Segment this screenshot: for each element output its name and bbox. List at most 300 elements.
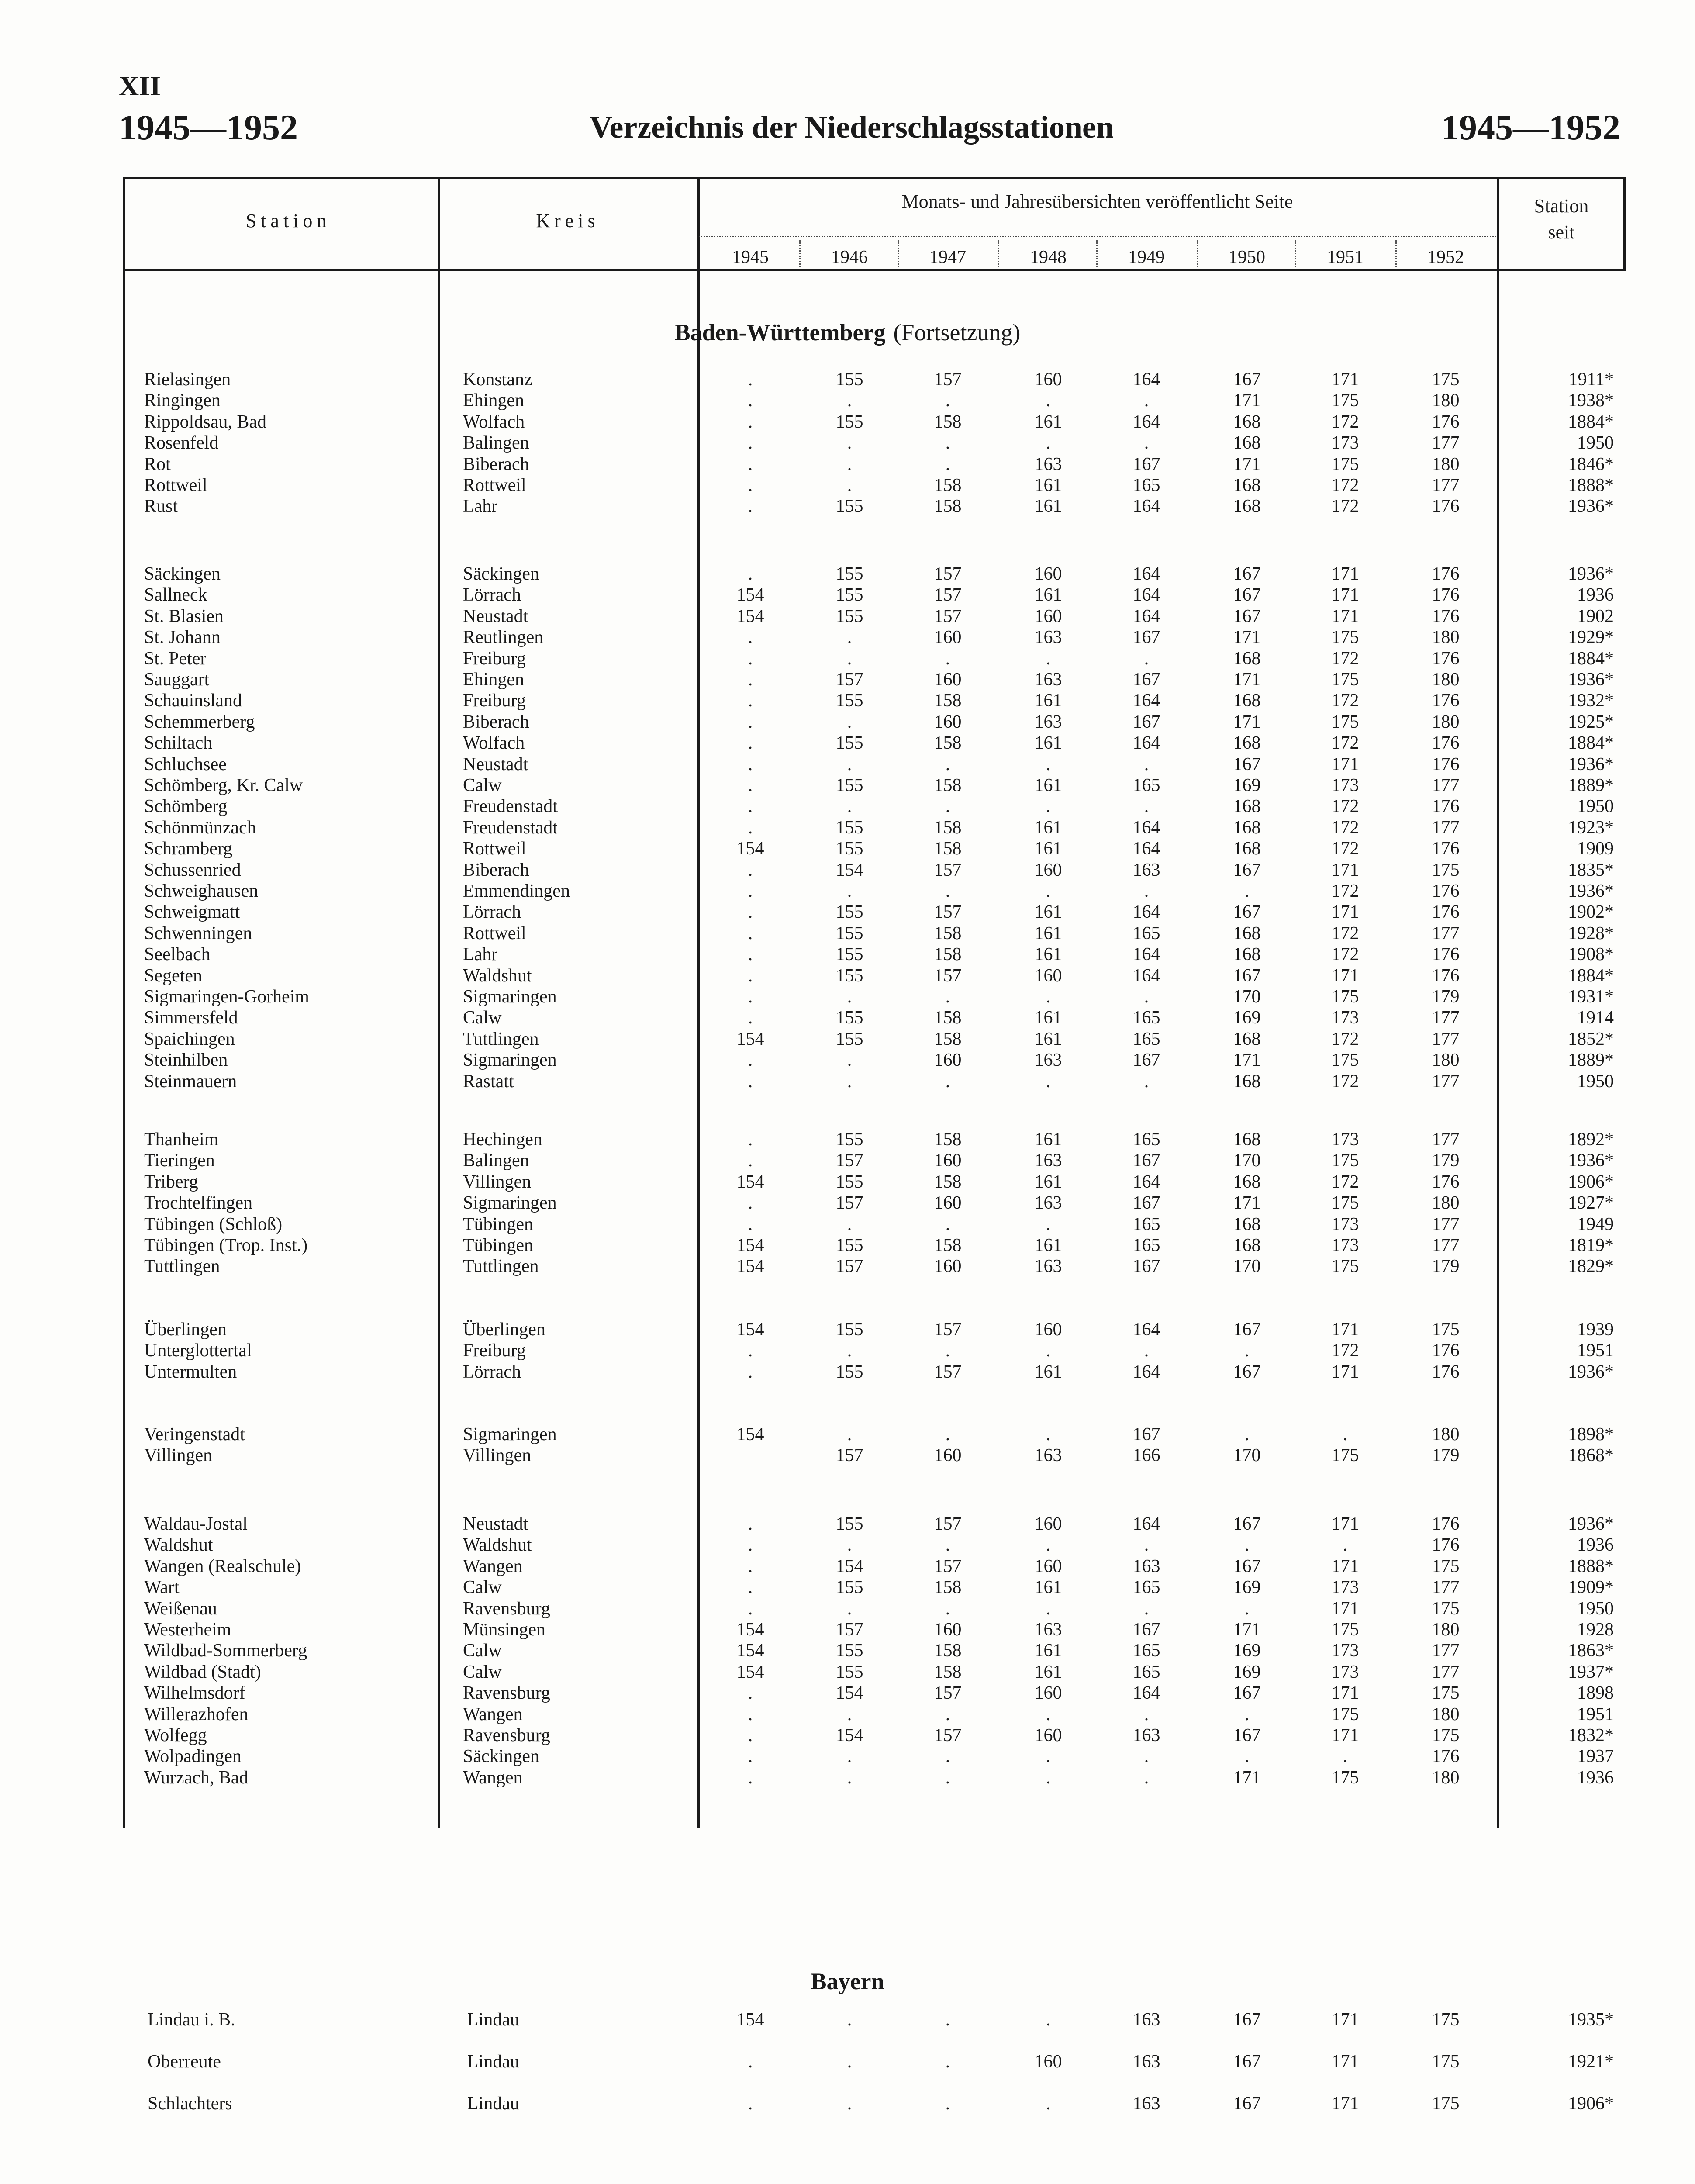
page-ref-cell: 170 <box>1233 1445 1261 1466</box>
table-row <box>0 881 1695 902</box>
page-ref-cell: . <box>1144 987 1149 1007</box>
station-since: 1951 <box>1577 1704 1614 1724</box>
page-ref-cell: . <box>945 433 950 453</box>
page-ref-cell: 171 <box>1233 1193 1261 1213</box>
page-ref-cell: 157 <box>835 1193 863 1213</box>
page-ref-cell: . <box>748 1514 753 1534</box>
page-ref-cell: 172 <box>1331 1071 1359 1092</box>
page-ref-cell: 171 <box>1331 1598 1359 1619</box>
page-ref-cell: . <box>945 881 950 901</box>
page-ref-cell: 163 <box>1132 860 1160 880</box>
page-ref-cell: 172 <box>1331 923 1359 943</box>
station-since: 1927* <box>1568 1193 1614 1213</box>
year-subheader-rule <box>699 236 1496 237</box>
page-ref-cell: . <box>748 691 753 711</box>
station-name: Wangen (Realschule) <box>144 1556 301 1576</box>
kreis-name: Calw <box>463 1008 502 1028</box>
page-ref-cell: 177 <box>1432 1577 1460 1598</box>
page-ref-cell: 155 <box>835 733 863 753</box>
page-ref-cell: 155 <box>835 1662 863 1682</box>
station-since: 1829* <box>1568 1256 1614 1277</box>
page-ref-cell: . <box>1144 648 1149 669</box>
page-ref-cell: . <box>847 2094 852 2114</box>
page-ref-cell: 157 <box>934 585 962 605</box>
page-ref-cell: . <box>1144 1535 1149 1555</box>
page-ref-cell: 158 <box>934 691 962 711</box>
table-row <box>0 627 1695 648</box>
page-ref-cell: 171 <box>1233 627 1261 648</box>
page-ref-cell: 155 <box>835 923 863 943</box>
station-since: 1938* <box>1568 390 1614 411</box>
page-ref-cell: 161 <box>1034 1362 1062 1382</box>
station-since: 1936* <box>1568 670 1614 690</box>
table-row <box>0 1556 1695 1577</box>
table-row <box>0 411 1695 432</box>
table-row <box>0 1171 1695 1192</box>
table-row <box>0 1424 1695 1445</box>
page-ref-cell: 175 <box>1331 627 1359 648</box>
page-ref-cell: 173 <box>1331 1641 1359 1661</box>
station-name: Oberreute <box>148 2052 221 2072</box>
page-ref-cell: . <box>1046 433 1051 453</box>
page-ref-cell: 171 <box>1331 2010 1359 2030</box>
page-ref-cell: 171 <box>1233 454 1261 474</box>
table-row <box>0 902 1695 923</box>
section-title <box>0 1968 1695 1995</box>
page-ref-cell: . <box>748 496 753 517</box>
section-title-main: Baden-Württemberg <box>674 319 886 346</box>
page-ref-cell: 160 <box>1034 2052 1062 2072</box>
page-ref-cell: 168 <box>1233 796 1261 817</box>
page-ref-cell: 163 <box>1132 2094 1160 2114</box>
page-ref-cell: 175 <box>1331 1193 1359 1213</box>
station-since: 1936* <box>1568 881 1614 901</box>
page-ref-cell: 180 <box>1432 1193 1460 1213</box>
page-ref-cell: 164 <box>1132 1683 1160 1704</box>
page-ref-cell: 160 <box>1034 1556 1062 1576</box>
page-ref-cell: 175 <box>1331 670 1359 690</box>
page-ref-cell: 179 <box>1432 1445 1460 1466</box>
page-ref-cell: 155 <box>835 370 863 390</box>
page-ref-cell: 167 <box>1233 1725 1261 1745</box>
station-since: 1937 <box>1577 1746 1614 1767</box>
page-ref-cell: . <box>1144 1341 1149 1361</box>
year-header: 1952 <box>1427 247 1464 267</box>
page-ref-cell: 157 <box>934 1725 962 1745</box>
page-ref-cell: . <box>945 648 950 669</box>
page-ref-cell: . <box>748 370 753 390</box>
page-ref-cell: . <box>748 902 753 923</box>
page-ref-cell: 160 <box>1034 606 1062 626</box>
page-ref-cell: . <box>945 2010 950 2030</box>
kreis-name: Freiburg <box>463 1341 526 1361</box>
page-ref-cell: 158 <box>934 944 962 965</box>
page-ref-cell: 161 <box>1034 691 1062 711</box>
page-ref-cell: . <box>847 1767 852 1788</box>
table-row <box>0 1150 1695 1171</box>
kreis-name: Calw <box>463 775 502 795</box>
station-since: 1819* <box>1568 1235 1614 1255</box>
page-ref-cell: 167 <box>1132 1050 1160 1071</box>
page-ref-cell: 165 <box>1132 1029 1160 1049</box>
page-ref-cell: 172 <box>1331 1029 1359 1049</box>
station-name: Säckingen <box>144 564 221 584</box>
page-ref-cell: . <box>748 1341 753 1361</box>
table-row <box>0 1192 1695 1213</box>
station-name: Sigmaringen-Gorheim <box>144 987 309 1007</box>
page-ref-cell: 158 <box>934 1235 962 1255</box>
page-ref-cell: 180 <box>1432 627 1460 648</box>
page-ref-cell: 164 <box>1132 691 1160 711</box>
kreis-name: Säckingen <box>463 564 539 584</box>
page-ref-cell: 160 <box>1034 370 1062 390</box>
section-title-note: (Fortsetzung) <box>893 319 1021 346</box>
kreis-name: Lindau <box>467 2010 519 2030</box>
page-ref-cell: . <box>945 987 950 1007</box>
station-name: Wildbad (Stadt) <box>144 1662 261 1682</box>
page-ref-cell: 168 <box>1233 1214 1261 1234</box>
page-ref-cell: 167 <box>1132 712 1160 732</box>
kreis-name: Hechingen <box>463 1130 542 1150</box>
page-ref-cell: 168 <box>1233 648 1261 669</box>
page-ref-cell: 154 <box>736 2010 764 2030</box>
page-ref-cell: . <box>1244 1746 1250 1767</box>
page-ref-cell: 177 <box>1432 1029 1460 1049</box>
page-ref-cell: . <box>1046 1535 1051 1555</box>
station-name: Weißenau <box>144 1598 217 1619</box>
station-name: St. Blasien <box>144 606 224 626</box>
page-ref-cell: 163 <box>1132 2052 1160 2072</box>
station-name: Schönmünzach <box>144 817 256 838</box>
table-row <box>0 475 1695 496</box>
year-header: 1945 <box>732 247 769 267</box>
page-ref-cell: 167 <box>1233 754 1261 774</box>
kreis-name: Ravensburg <box>463 1725 550 1745</box>
seit-column-header-line2: seit <box>1548 221 1575 243</box>
page-ref-cell: 167 <box>1233 2010 1261 2030</box>
page-ref-cell: 180 <box>1432 712 1460 732</box>
page-ref-cell: 171 <box>1331 1362 1359 1382</box>
page-ref-cell: 158 <box>934 496 962 517</box>
page-ref-cell: 154 <box>835 1725 863 1745</box>
page-ref-cell: 154 <box>736 1641 764 1661</box>
page-ref-cell: 175 <box>1331 1151 1359 1171</box>
page-ref-cell: 164 <box>1132 1171 1160 1192</box>
page-ref-cell: . <box>847 2010 852 2030</box>
kreis-name: Wangen <box>463 1556 523 1576</box>
page-ref-cell: . <box>847 1535 852 1555</box>
page-ref-cell: 172 <box>1331 648 1359 669</box>
page-ref-cell: . <box>748 1151 753 1171</box>
page-ref-cell: 164 <box>1132 902 1160 923</box>
station-name: Schlachters <box>148 2094 232 2114</box>
page-ref-cell: 180 <box>1432 670 1460 690</box>
year-divider <box>1295 240 1296 267</box>
page-ref-cell: 179 <box>1432 1256 1460 1277</box>
station-since: 1929* <box>1568 627 1614 648</box>
table-header-rule <box>123 269 1626 271</box>
page-ref-cell: 167 <box>1132 627 1160 648</box>
page-ref-cell: 160 <box>1034 860 1062 880</box>
station-since: 1950 <box>1577 796 1614 817</box>
page-ref-cell: 161 <box>1034 585 1062 605</box>
station-since: 1898* <box>1568 1424 1614 1444</box>
kreis-name: Lindau <box>467 2052 519 2072</box>
page-ref-cell: 161 <box>1034 411 1062 432</box>
table-top-rule <box>123 177 1626 179</box>
page-ref-cell: 176 <box>1432 965 1460 986</box>
page-ref-cell: 164 <box>1132 585 1160 605</box>
kreis-name: Biberach <box>463 860 529 880</box>
page-ref-cell: . <box>1046 2010 1051 2030</box>
page-ref-cell: 165 <box>1132 923 1160 943</box>
page-ref-cell: 165 <box>1132 1662 1160 1682</box>
kreis-name: Freiburg <box>463 691 526 711</box>
page-ref-cell: . <box>748 712 753 732</box>
kreis-name: Sigmaringen <box>463 1050 557 1071</box>
station-name: Rosenfeld <box>144 433 219 453</box>
page-ref-cell: 168 <box>1233 1171 1261 1192</box>
page-ref-cell: 175 <box>1432 2094 1460 2114</box>
page-ref-cell: 155 <box>835 965 863 986</box>
page-ref-cell: 177 <box>1432 817 1460 838</box>
table-row <box>0 1050 1695 1071</box>
page-ref-cell: 155 <box>835 1171 863 1192</box>
section-title <box>0 319 1695 346</box>
page-ref-cell: 175 <box>1331 390 1359 411</box>
page-ref-cell: . <box>748 1683 753 1704</box>
page-ref-cell: . <box>847 881 852 901</box>
station-since: 1936* <box>1568 564 1614 584</box>
page-ref-cell: 176 <box>1432 606 1460 626</box>
page-ref-cell: . <box>847 390 852 411</box>
page-ref-cell: 157 <box>835 1151 863 1171</box>
table-row <box>0 432 1695 453</box>
page-ref-cell: 161 <box>1034 496 1062 517</box>
page-ref-cell: . <box>1343 1535 1348 1555</box>
page-ref-cell: . <box>945 754 950 774</box>
kreis-name: Rastatt <box>463 1071 514 1092</box>
page-ref-cell: 169 <box>1233 775 1261 795</box>
page-ref-cell: . <box>748 1556 753 1576</box>
page-ref-cell: 155 <box>835 585 863 605</box>
page-ref-cell: . <box>847 796 852 817</box>
table-row <box>0 1340 1695 1361</box>
page-ref-cell: 161 <box>1034 902 1062 923</box>
station-since: 1936 <box>1577 1767 1614 1788</box>
page-number: XII <box>119 70 161 101</box>
page-ref-cell: 158 <box>934 411 962 432</box>
page-ref-cell: 157 <box>835 670 863 690</box>
kreis-name: Münsingen <box>463 1620 545 1640</box>
kreis-name: Lörrach <box>463 1362 521 1382</box>
page-ref-cell: 158 <box>934 923 962 943</box>
page-ref-cell: . <box>1144 1767 1149 1788</box>
page-ref-cell: 161 <box>1034 1029 1062 1049</box>
page-ref-cell: 175 <box>1331 1620 1359 1640</box>
page-ref-cell: 171 <box>1331 2052 1359 2072</box>
kreis-name: Wolfach <box>463 411 525 432</box>
station-name: Seelbach <box>144 944 211 965</box>
kreis-name: Neustadt <box>463 754 528 774</box>
kreis-name: Lahr <box>463 944 498 965</box>
page-ref-cell: 164 <box>1132 1320 1160 1340</box>
page-ref-cell: . <box>945 1598 950 1619</box>
table-row <box>0 1007 1695 1028</box>
table-row <box>0 606 1695 627</box>
station-name: Veringenstadt <box>144 1424 245 1444</box>
station-name: Schömberg, Kr. Calw <box>144 775 303 795</box>
page-ref-cell: 158 <box>934 817 962 838</box>
page-ref-cell: . <box>748 1767 753 1788</box>
table-row <box>0 648 1695 669</box>
station-name: Simmersfeld <box>144 1008 238 1028</box>
page-ref-cell: 168 <box>1233 411 1261 432</box>
station-name: Tübingen (Schloß) <box>144 1214 283 1234</box>
page-ref-cell: 175 <box>1432 370 1460 390</box>
page-ref-cell: 168 <box>1233 817 1261 838</box>
page-ref-cell: 168 <box>1233 433 1261 453</box>
page-ref-cell: 177 <box>1432 1662 1460 1682</box>
page-ref-cell: . <box>847 454 852 474</box>
year-range-left: 1945—1952 <box>119 107 298 147</box>
page-ref-cell: . <box>1046 1746 1051 1767</box>
page-ref-cell: . <box>748 1577 753 1598</box>
page-ref-cell: 168 <box>1233 1029 1261 1049</box>
page-ref-cell: . <box>1144 881 1149 901</box>
page-ref-cell: 164 <box>1132 817 1160 838</box>
page-ref-cell: 154 <box>736 1320 764 1340</box>
page-ref-cell: 154 <box>736 839 764 859</box>
kreis-name: Calw <box>463 1662 502 1682</box>
station-name: Rust <box>144 496 178 517</box>
page-ref-cell: . <box>748 1071 753 1092</box>
page-ref-cell: 171 <box>1331 965 1359 986</box>
page-ref-cell: 172 <box>1331 496 1359 517</box>
page-ref-cell: . <box>1046 987 1051 1007</box>
kreis-name: Neustadt <box>463 1514 528 1534</box>
table-row <box>0 860 1695 881</box>
page-ref-cell: 164 <box>1132 1362 1160 1382</box>
station-name: Unterglottertal <box>144 1341 252 1361</box>
page-ref-cell: 176 <box>1432 411 1460 432</box>
kreis-name: Balingen <box>463 1151 529 1171</box>
page-ref-cell: 179 <box>1432 987 1460 1007</box>
page-ref-cell: 155 <box>835 817 863 838</box>
station-name: Wurzach, Bad <box>144 1767 249 1788</box>
page-ref-cell: 171 <box>1233 1620 1261 1640</box>
page-ref-cell: 176 <box>1432 1341 1460 1361</box>
kreis-name: Rottweil <box>463 475 526 495</box>
page-ref-cell: 176 <box>1432 1535 1460 1555</box>
station-name: Triberg <box>144 1171 198 1192</box>
page-ref-cell: . <box>1144 1746 1149 1767</box>
station-name: Wolpadingen <box>144 1746 242 1767</box>
page-ref-cell: 160 <box>1034 564 1062 584</box>
page-ref-cell: 176 <box>1432 881 1460 901</box>
page-ref-cell: 157 <box>934 1556 962 1576</box>
table-row <box>0 1725 1695 1746</box>
page-ref-cell: . <box>748 923 753 943</box>
page-ref-cell: . <box>748 627 753 648</box>
kreis-name: Wangen <box>463 1704 523 1724</box>
page-ref-cell: 175 <box>1331 1445 1359 1466</box>
page-ref-cell: 164 <box>1132 839 1160 859</box>
table-row <box>0 796 1695 817</box>
station-since: 1906* <box>1568 1171 1614 1192</box>
station-name: Tieringen <box>144 1151 215 1171</box>
page-ref-cell: . <box>847 627 852 648</box>
kreis-name: Wangen <box>463 1767 523 1788</box>
page-ref-cell: 165 <box>1132 1641 1160 1661</box>
page-ref-cell: 175 <box>1432 1556 1460 1576</box>
year-divider <box>1395 240 1397 267</box>
page-ref-cell: . <box>748 754 753 774</box>
table-row <box>0 838 1695 859</box>
page-ref-cell: 161 <box>1034 1662 1062 1682</box>
page-ref-cell: . <box>945 1214 950 1234</box>
page-ref-cell: 171 <box>1233 670 1261 690</box>
page-ref-cell: 155 <box>835 496 863 517</box>
page-ref-cell: 160 <box>934 1050 962 1071</box>
page-ref-cell: 175 <box>1432 1320 1460 1340</box>
page-ref-cell: 172 <box>1331 839 1359 859</box>
table-row <box>0 1598 1695 1619</box>
page-ref-cell: 171 <box>1331 1514 1359 1534</box>
page-ref-cell: 167 <box>1233 2094 1261 2114</box>
kreis-name: Waldshut <box>463 965 532 986</box>
page-ref-cell: 154 <box>736 1424 764 1444</box>
page-ref-cell: . <box>748 1362 753 1382</box>
kreis-name: Konstanz <box>463 370 532 390</box>
page-ref-cell: 175 <box>1432 2010 1460 2030</box>
page-ref-cell: . <box>945 1535 950 1555</box>
table-row <box>0 775 1695 796</box>
page-ref-cell: 171 <box>1233 712 1261 732</box>
page-ref-cell: 176 <box>1432 944 1460 965</box>
station-since: 1936 <box>1577 585 1614 605</box>
page-ref-cell: . <box>748 2094 753 2114</box>
page-ref-cell: . <box>847 754 852 774</box>
kreis-name: Biberach <box>463 712 529 732</box>
page-ref-cell: 163 <box>1132 1725 1160 1745</box>
page-ref-cell: . <box>748 2052 753 2072</box>
kreis-name: Emmendingen <box>463 881 570 901</box>
station-since: 1951 <box>1577 1341 1614 1361</box>
page-ref-cell: . <box>847 712 852 732</box>
station-name: St. Peter <box>144 648 207 669</box>
station-since: 1835* <box>1568 860 1614 880</box>
page-ref-cell: 160 <box>934 627 962 648</box>
page-ref-cell: 158 <box>934 839 962 859</box>
page-ref-cell: 176 <box>1432 1362 1460 1382</box>
section-title-main: Bayern <box>811 1968 884 1994</box>
page-ref-cell: 164 <box>1132 370 1160 390</box>
page-ref-cell: 171 <box>1331 1320 1359 1340</box>
page-ref-cell: 177 <box>1432 775 1460 795</box>
page-ref-cell: 164 <box>1132 944 1160 965</box>
page-ref-cell: . <box>945 1704 950 1724</box>
page-ref-cell: 171 <box>1331 1556 1359 1576</box>
table-row <box>0 1704 1695 1725</box>
page-ref-cell: 175 <box>1331 1256 1359 1277</box>
station-since: 1911* <box>1568 370 1614 390</box>
page-ref-cell: 176 <box>1432 564 1460 584</box>
page-ref-cell: 155 <box>835 1235 863 1255</box>
kreis-name: Tuttlingen <box>463 1256 539 1277</box>
page-ref-cell: 176 <box>1432 1171 1460 1192</box>
page-ref-cell: . <box>847 1071 852 1092</box>
